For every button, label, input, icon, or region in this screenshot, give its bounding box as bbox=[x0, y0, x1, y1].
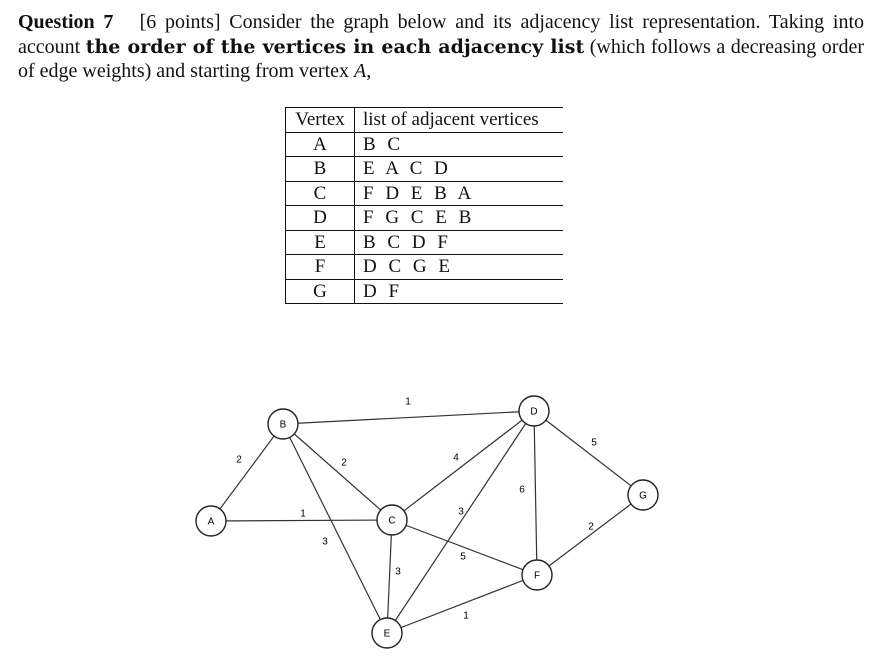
row-vertex: A bbox=[286, 132, 355, 157]
edge-weight-A-B: 2 bbox=[236, 454, 242, 466]
node-label: C bbox=[388, 515, 396, 527]
row-list: D F bbox=[355, 279, 564, 304]
edge-C-F bbox=[392, 520, 537, 575]
row-list: B C bbox=[355, 132, 564, 157]
edge-weight-E-F: 1 bbox=[463, 610, 469, 622]
node-label: G bbox=[639, 490, 647, 502]
edge-F-G bbox=[537, 495, 643, 575]
node-label: A bbox=[207, 516, 215, 528]
row-list: F D E B A bbox=[355, 181, 564, 206]
node-G bbox=[628, 480, 658, 510]
row-vertex: G bbox=[286, 279, 355, 304]
edge-D-G bbox=[534, 411, 643, 495]
edge-weight-B-D: 1 bbox=[405, 396, 411, 408]
edge-B-E bbox=[283, 424, 387, 633]
node-B bbox=[268, 409, 298, 439]
edge-weight-D-E: 3 bbox=[458, 506, 464, 518]
edge-A-B bbox=[211, 424, 283, 521]
question-points: [6 points] bbox=[139, 11, 221, 33]
edge-C-D bbox=[392, 411, 534, 520]
edge-D-E bbox=[387, 411, 534, 633]
question-text-part2: (which follows a decreasing order of edge weights) and starting from vertex bbox=[18, 35, 865, 82]
edge-weight-C-D: 4 bbox=[453, 452, 459, 464]
row-list: B C D F bbox=[355, 230, 564, 255]
node-F bbox=[522, 560, 552, 590]
edge-B-C bbox=[283, 424, 392, 520]
header-list: list of adjacent vertices bbox=[355, 108, 564, 133]
row-vertex: F bbox=[286, 255, 355, 280]
node-label: F bbox=[533, 570, 541, 582]
edge-weight-F-G: 2 bbox=[588, 521, 594, 533]
edge-A-C bbox=[211, 520, 392, 521]
edge-C-E bbox=[387, 520, 392, 633]
edge-weight-D-F: 6 bbox=[519, 484, 525, 496]
node-label: B bbox=[279, 419, 287, 431]
header-vertex: Vertex bbox=[286, 108, 355, 133]
edge-weight-C-E: 3 bbox=[395, 566, 401, 578]
row-vertex: B bbox=[286, 157, 355, 182]
edge-E-F bbox=[387, 575, 537, 633]
question-heading: Question 7 bbox=[18, 11, 114, 33]
node-E bbox=[372, 618, 402, 648]
edge-weight-C-F: 5 bbox=[460, 551, 466, 563]
row-list: E A C D bbox=[355, 157, 564, 182]
edge-weight-B-C: 2 bbox=[341, 457, 347, 469]
row-vertex: C bbox=[286, 181, 355, 206]
edge-D-F bbox=[534, 411, 537, 575]
question-emphasis: the order of the vertices in each adjacency list bbox=[85, 35, 585, 58]
row-vertex: D bbox=[286, 206, 355, 231]
question-text-end: , bbox=[366, 60, 372, 82]
node-label: E bbox=[383, 628, 391, 640]
edge-B-D bbox=[283, 411, 534, 424]
node-D bbox=[519, 396, 549, 426]
node-label: D bbox=[530, 406, 538, 418]
row-list: F G C E B bbox=[355, 206, 564, 231]
question-text-part1: Consider the graph below and its adjacency list representation. Taking into account bbox=[18, 11, 865, 58]
row-vertex: E bbox=[286, 230, 355, 255]
edge-weight-D-G: 5 bbox=[591, 437, 597, 449]
start-vertex: A bbox=[354, 60, 367, 82]
edge-weight-B-E: 3 bbox=[322, 536, 328, 548]
edge-weight-A-C: 1 bbox=[300, 508, 306, 520]
node-A bbox=[196, 506, 226, 536]
row-list: D C G E bbox=[355, 255, 564, 280]
node-C bbox=[377, 505, 407, 535]
